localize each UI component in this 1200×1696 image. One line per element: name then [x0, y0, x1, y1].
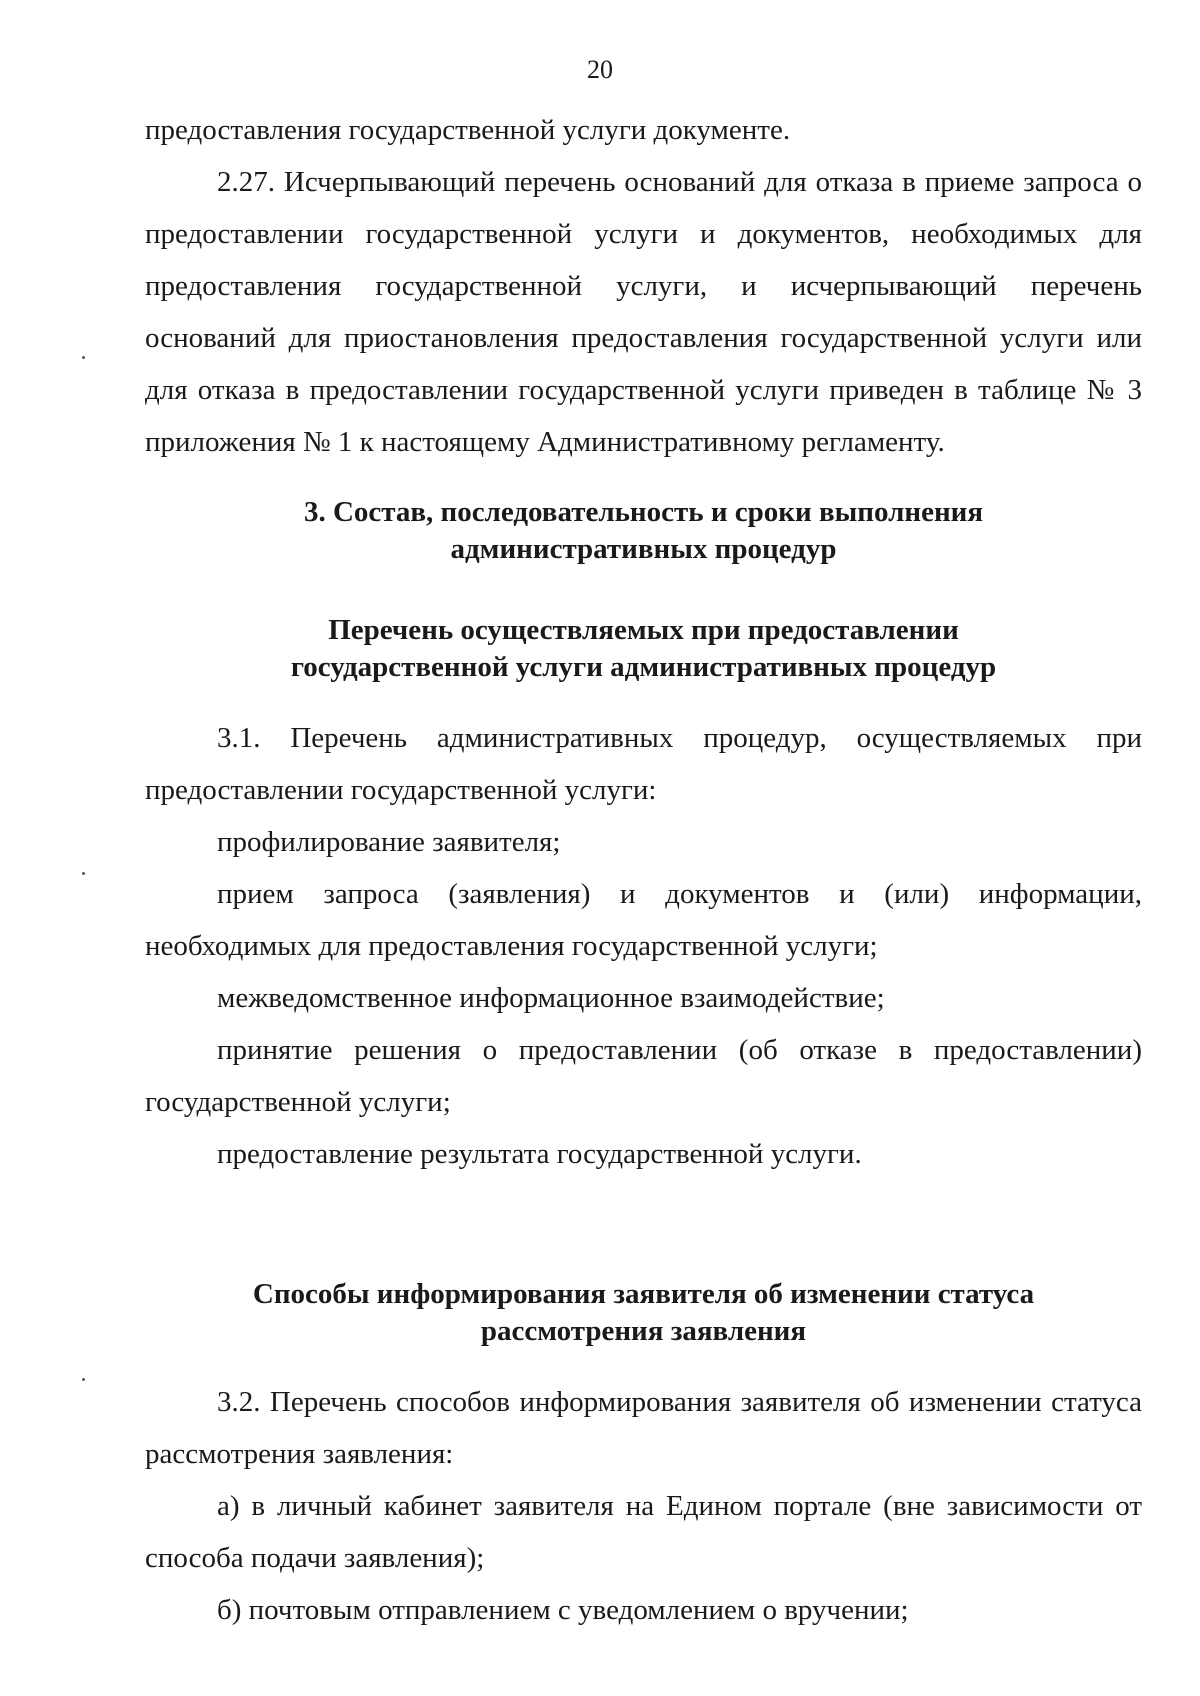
list-item: прием запроса (заявления) и документов и (или) информации, необходимых для предоставления государственной услуги;: [145, 878, 1142, 962]
section-3-heading-line-1: 3. Состав, последовательность и сроки выполнения: [303, 496, 984, 528]
informing-heading: [145, 1276, 1142, 1350]
document-body: [145, 104, 1142, 1636]
paragraph-2-27: 2.27. Исчерпывающий перечень оснований для отказа в приеме запроса о предоставлении государственной услуги и документов, необходимых для предоставления государственной услуги, и исчерпывающий перечень оснований для приостановления предоставления государственной услуги или для отказа в предоставлении государственной услуги приведен в таблице № 3 приложения № 1 к настоящему Административному регламенту.: [145, 166, 1142, 458]
list-item: профилирование заявителя;: [217, 826, 561, 858]
paragraph-3-1: 3.1. Перечень административных процедур, осуществляемых при предоставлении государственной услуги:: [145, 722, 1142, 806]
procedures-list-heading-line-1: Перечень осуществляемых при предоставлении: [328, 614, 959, 646]
informing-heading-line-2: рассмотрения заявления: [480, 1315, 807, 1347]
list-item: принятие решения о предоставлении (об отказе в предоставлении) государственной услуги;: [145, 1034, 1142, 1118]
list-item: предоставление результата государственной услуги.: [217, 1138, 862, 1170]
margin-mark: [82, 872, 85, 875]
margin-mark: [82, 1378, 85, 1381]
procedures-list-heading: [145, 612, 1142, 686]
informing-heading-line-1: Способы информирования заявителя об изменении статуса: [252, 1278, 1035, 1310]
procedures-list-heading-line-2: государственной услуги административных процедур: [290, 651, 997, 683]
paragraph-continuation: предоставления государственной услуги документе.: [145, 114, 791, 146]
paragraph-3-2: 3.2. Перечень способов информирования заявителя об изменении статуса рассмотрения заявления:: [145, 1386, 1142, 1470]
list-item: межведомственное информационное взаимодействие;: [217, 982, 885, 1014]
section-3-heading-line-2: административных процедур: [450, 533, 837, 565]
list-item: а) в личный кабинет заявителя на Едином портале (вне зависимости от способа подачи заявления);: [145, 1490, 1142, 1574]
list-item: б) почтовым отправлением с уведомлением о вручении;: [217, 1594, 909, 1626]
page-number: 20: [587, 55, 613, 84]
section-3-heading: [145, 494, 1142, 568]
margin-mark: [82, 356, 85, 359]
